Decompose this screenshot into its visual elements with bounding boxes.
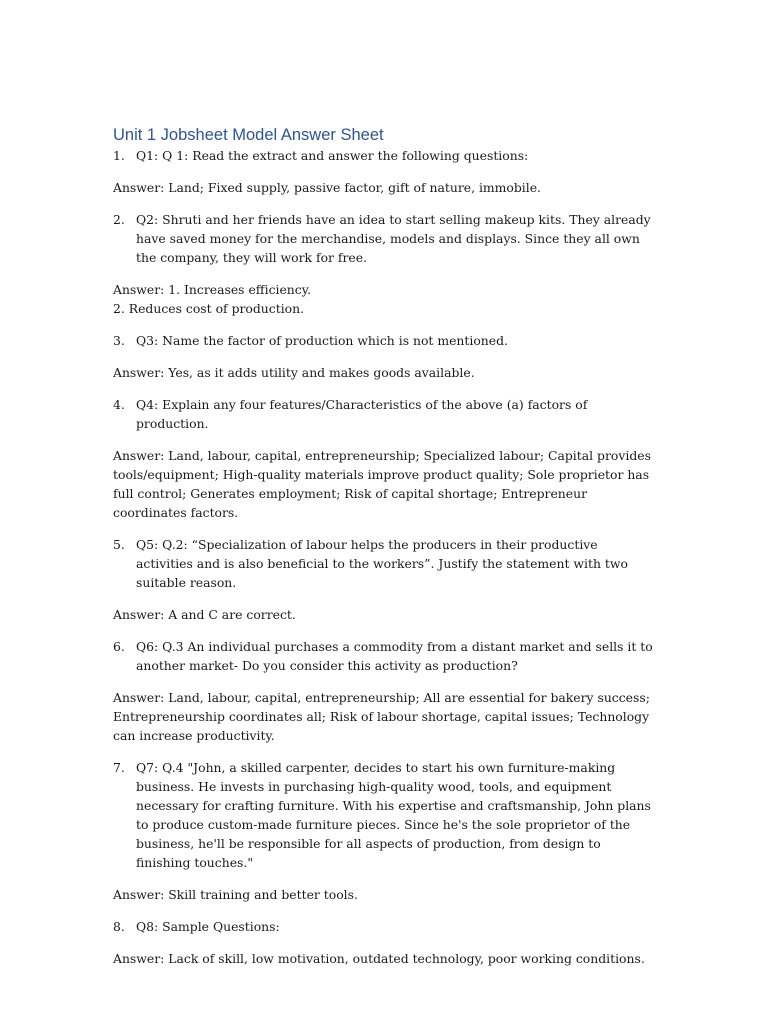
question-text: Q5: Q.2: “Specialization of labour helps the producers in their productive activities and is also beneficial to the workers”. Justify the statement with two suitable reason.: [136, 537, 628, 590]
question-item-4: [113, 395, 658, 433]
question-item-1: [113, 146, 658, 165]
question-number: 1.: [113, 148, 125, 163]
answer-text: Answer: Skill training and better tools.: [113, 887, 358, 902]
question-item-5: [113, 535, 658, 592]
question-text: Q1: Q 1: Read the extract and answer the following questions:: [136, 148, 529, 163]
answer-text: Answer: Lack of skill, low motivation, outdated technology, poor working conditions.: [113, 951, 645, 966]
answer-text: Answer: Land, labour, capital, entrepreneurship; All are essential for bakery success; Entrepreneurship coordinates all; Risk of labour shortage, capital issues; Technology can increase productivity.: [113, 690, 650, 743]
question-number: 7.: [113, 760, 125, 775]
question-item-2: [113, 210, 658, 267]
question-number: 2.: [113, 212, 125, 227]
question-item-7: [113, 758, 658, 872]
question-text: Q4: Explain any four features/Characteristics of the above (a) factors of production.: [136, 397, 588, 431]
question-number: 3.: [113, 333, 125, 348]
question-number: 4.: [113, 397, 125, 412]
answer-text: Answer: Land; Fixed supply, passive factor, gift of nature, immobile.: [113, 180, 542, 195]
question-number: 8.: [113, 919, 125, 934]
answer-text: Answer: 1. Increases efficiency. 2. Reduces cost of production.: [113, 282, 312, 316]
question-item-6: [113, 637, 658, 675]
question-number: 5.: [113, 537, 125, 552]
question-text: Q8: Sample Questions:: [136, 919, 280, 934]
question-text: Q6: Q.3 An individual purchases a commodity from a distant market and sells it to another market- Do you consider this activity as production?: [136, 639, 653, 673]
question-item-3: [113, 331, 658, 350]
answer-text: Answer: Yes, as it adds utility and makes goods available.: [113, 365, 475, 380]
question-item-8: [113, 917, 658, 936]
question-text: Q3: Name the factor of production which is not mentioned.: [136, 333, 508, 348]
answer-text: Answer: Land, labour, capital, entrepreneurship; Specialized labour; Capital provides tools/equipment; High-quality materials improve product quality; Sole proprietor has full control; Generates employment; Risk of capital shortage; Entrepreneur coordinates factors.: [113, 448, 651, 520]
answer-text: Answer: A and C are correct.: [113, 607, 296, 622]
question-text: Q7: Q.4 "John, a skilled carpenter, decides to start his own furniture-making business. He invests in purchasing high-quality wood, tools, and equipment necessary for crafting furniture. With his expertise and craftsmanship, John plans to produce custom-made furniture pieces. Since he's the sole proprietor of the business, he'll be responsible for all aspects of production, from design to finishing touches.": [136, 760, 651, 870]
question-text: Q2: Shruti and her friends have an idea to start selling makeup kits. They already have saved money for the merchandise, models and displays. Since they all own the company, they will work for free.: [136, 212, 651, 265]
question-number: 6.: [113, 639, 125, 654]
document-title: Unit 1 Jobsheet Model Answer Sheet: [113, 126, 384, 144]
